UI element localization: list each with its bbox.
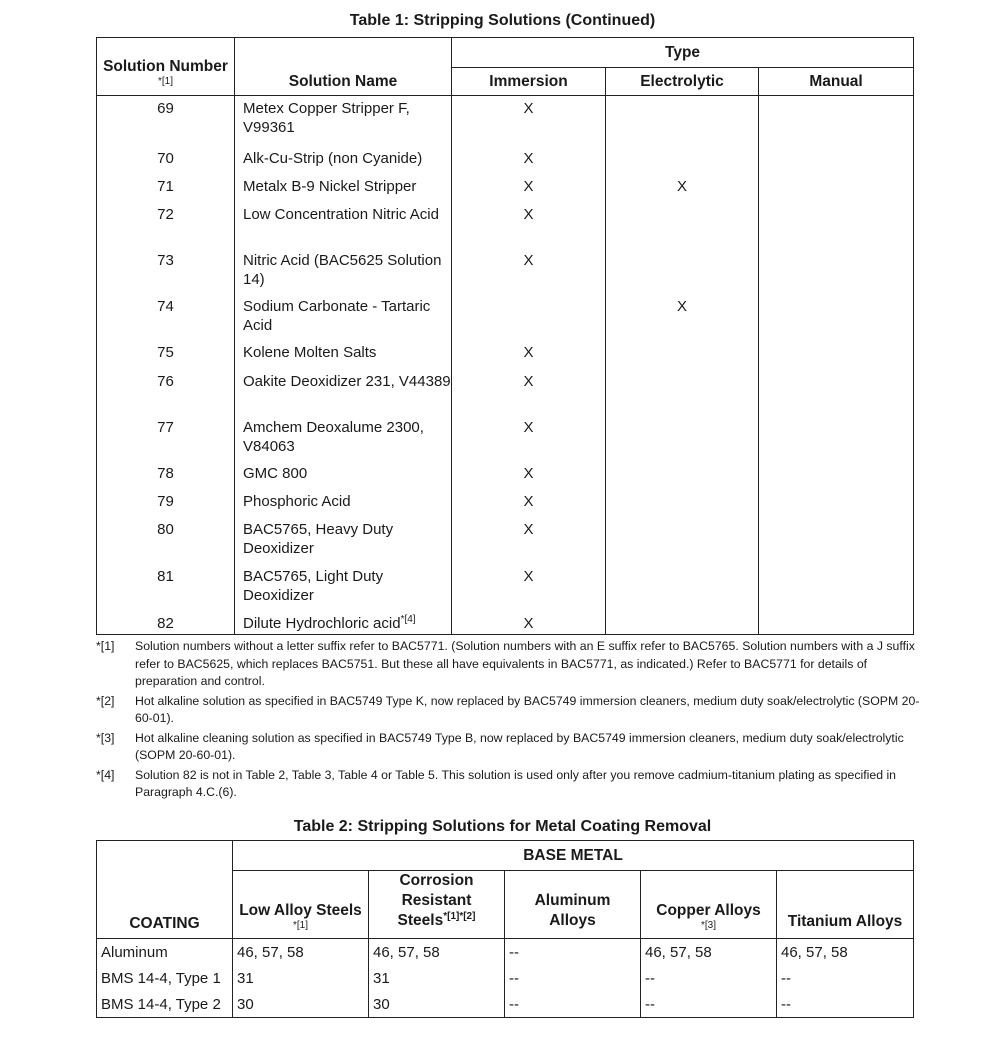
table-row xyxy=(97,171,914,199)
electrolytic-mark xyxy=(606,412,759,458)
solution-number: 81 xyxy=(97,561,235,608)
solution-number: 79 xyxy=(97,486,235,514)
manual-mark xyxy=(759,366,914,412)
table-row xyxy=(97,458,914,486)
footnotes xyxy=(96,636,921,802)
manual-mark xyxy=(759,199,914,245)
electrolytic-mark xyxy=(606,245,759,291)
electrolytic-mark xyxy=(606,561,759,608)
manual-mark xyxy=(759,291,914,337)
table-row xyxy=(97,199,914,245)
header-aluminum-alloys: Aluminum Alloys xyxy=(505,871,641,939)
metal-coating-removal-table xyxy=(96,840,914,1018)
header-type: Type xyxy=(452,38,914,68)
immersion-mark: X xyxy=(452,337,606,366)
solution-name: Sodium Carbonate - Tartaric Acid xyxy=(235,291,452,337)
solution-number: 74 xyxy=(97,291,235,337)
manual-mark xyxy=(759,337,914,366)
table-row xyxy=(97,337,914,366)
footnote-text: Hot alkaline solution as specified in BAC5749 Type K, now replaced by BAC5749 immersion cleaners, medium duty soak/electrolytic (SOPM 20-60-01). xyxy=(135,693,920,725)
manual-mark xyxy=(759,96,914,143)
manual-mark xyxy=(759,458,914,486)
table-row xyxy=(97,514,914,561)
solution-number: 71 xyxy=(97,171,235,199)
immersion-mark: X xyxy=(452,171,606,199)
header-immersion: Immersion xyxy=(452,68,606,96)
table-row xyxy=(97,412,914,458)
header-solution-number: Solution Number *[1] xyxy=(97,38,235,96)
manual-mark xyxy=(759,486,914,514)
copper-value: 46, 57, 58 xyxy=(641,939,777,966)
solution-number: 78 xyxy=(97,458,235,486)
aluminum-value: -- xyxy=(505,939,641,966)
immersion-mark: X xyxy=(452,561,606,608)
footnote-key: *[1] xyxy=(96,639,115,653)
solution-number: 80 xyxy=(97,514,235,561)
manual-mark xyxy=(759,608,914,635)
solution-name: Metex Copper Stripper F, V99361 xyxy=(235,96,452,143)
immersion-mark: X xyxy=(452,608,606,635)
coating-name: Aluminum xyxy=(97,939,233,966)
table-row xyxy=(97,366,914,412)
footnote xyxy=(96,767,921,802)
immersion-mark: X xyxy=(452,143,606,171)
electrolytic-mark xyxy=(606,366,759,412)
solution-number: 72 xyxy=(97,199,235,245)
coating-name: BMS 14-4, Type 2 xyxy=(97,991,233,1018)
immersion-mark: X xyxy=(452,245,606,291)
solution-name: Metalx B-9 Nickel Stripper xyxy=(235,171,452,199)
electrolytic-mark xyxy=(606,337,759,366)
manual-mark xyxy=(759,561,914,608)
solution-name: Low Concentration Nitric Acid xyxy=(235,199,452,245)
titanium-value: -- xyxy=(777,991,914,1018)
header-low-alloy-steels: Low Alloy Steels *[1] xyxy=(233,871,369,939)
header-corrosion-resistant-steels: Corrosion Resistant Steels$^{*[1]*[2]}$ xyxy=(369,871,505,939)
solution-name: Nitric Acid (BAC5625 Solution 14) xyxy=(235,245,452,291)
coating-name: BMS 14-4, Type 1 xyxy=(97,965,233,991)
electrolytic-mark xyxy=(606,143,759,171)
manual-mark xyxy=(759,412,914,458)
manual-mark xyxy=(759,143,914,171)
manual-mark xyxy=(759,514,914,561)
electrolytic-mark: X xyxy=(606,171,759,199)
immersion-mark: X xyxy=(452,366,606,412)
footnote-text: Hot alkaline cleaning solution as specified in BAC5749 Type B, now replaced by BAC5749 immersion cleaners, medium duty soak/electrolytic (SOPM 20-60-01). xyxy=(135,730,904,762)
copper-value: -- xyxy=(641,965,777,991)
copper-value: -- xyxy=(641,991,777,1018)
table-row xyxy=(97,96,914,143)
header-electrolytic: Electrolytic xyxy=(606,68,759,96)
table2-title: Table 2: Stripping Solutions for Metal Coating Removal xyxy=(293,818,712,835)
table-row xyxy=(97,965,914,991)
header-copper-alloys: Copper Alloys *[3] xyxy=(641,871,777,939)
header-titanium-alloys: Titanium Alloys xyxy=(777,871,914,939)
table-row xyxy=(97,561,914,608)
corrosion-resistant-value: 31 xyxy=(369,965,505,991)
corrosion-resistant-value: 46, 57, 58 xyxy=(369,939,505,966)
electrolytic-mark xyxy=(606,514,759,561)
table-row xyxy=(97,143,914,171)
immersion-mark xyxy=(452,291,606,337)
titanium-value: 46, 57, 58 xyxy=(777,939,914,966)
footnote-text: Solution 82 is not in Table 2, Table 3, Table 4 or Table 5. This solution is used only after you remove cadmium-titanium plating as specified in Paragraph 4.C.(6). xyxy=(135,767,897,799)
footnote-text: Solution numbers without a letter suffix refer to BAC5771. (Solution numbers with an E suffix refer to BAC5765. Solution numbers with a J suffix refer to BAC5625, which replaces BAC5751. But these all have equivalents in BAC5771, as indicated.) Refer to BAC5771 for details of preparation and control. xyxy=(135,639,915,688)
table1-title: Table 1: Stripping Solutions (Continued) xyxy=(349,12,656,29)
aluminum-value: -- xyxy=(505,991,641,1018)
immersion-mark: X xyxy=(452,458,606,486)
footnote xyxy=(96,730,921,765)
solution-name: GMC 800 xyxy=(235,458,452,486)
footnote-key: *[2] xyxy=(96,693,115,708)
electrolytic-mark xyxy=(606,608,759,635)
immersion-mark: X xyxy=(452,412,606,458)
solution-name: Oakite Deoxidizer 231, V44389 xyxy=(235,366,452,412)
electrolytic-mark xyxy=(606,96,759,143)
immersion-mark: X xyxy=(452,96,606,143)
immersion-mark: X xyxy=(452,199,606,245)
immersion-mark: X xyxy=(452,514,606,561)
titanium-value: -- xyxy=(777,965,914,991)
solution-number: 76 xyxy=(97,366,235,412)
table-row xyxy=(97,291,914,337)
low-alloy-value: 31 xyxy=(233,965,369,991)
low-alloy-value: 46, 57, 58 xyxy=(233,939,369,966)
footnote xyxy=(96,638,921,691)
footnote xyxy=(96,693,921,728)
immersion-mark: X xyxy=(452,486,606,514)
electrolytic-mark xyxy=(606,486,759,514)
solution-number: 75 xyxy=(97,337,235,366)
table-row xyxy=(97,245,914,291)
manual-mark xyxy=(759,245,914,291)
solution-name: Phosphoric Acid xyxy=(235,486,452,514)
table-row xyxy=(97,939,914,966)
solution-name: Amchem Deoxalume 2300, V84063 xyxy=(235,412,452,458)
solution-number: 82 xyxy=(97,608,235,635)
table-row xyxy=(97,486,914,514)
electrolytic-mark: X xyxy=(606,291,759,337)
table-row xyxy=(97,991,914,1018)
solution-name: Dilute Hydrochloric acid$^{*[4]}$ xyxy=(235,608,452,635)
electrolytic-mark xyxy=(606,199,759,245)
electrolytic-mark xyxy=(606,458,759,486)
header-manual: Manual xyxy=(759,68,914,96)
solution-name: BAC5765, Heavy Duty Deoxidizer xyxy=(235,514,452,561)
header-base-metal: BASE METAL xyxy=(233,841,914,871)
solution-name: Kolene Molten Salts xyxy=(235,337,452,366)
solution-number: 69 xyxy=(97,96,235,143)
header-coating: COATING xyxy=(97,841,233,939)
solution-name: BAC5765, Light Duty Deoxidizer xyxy=(235,561,452,608)
solution-number: 73 xyxy=(97,245,235,291)
low-alloy-value: 30 xyxy=(233,991,369,1018)
manual-mark xyxy=(759,171,914,199)
solution-number: 70 xyxy=(97,143,235,171)
footnote-key: *[3] xyxy=(96,730,115,745)
solution-number: 77 xyxy=(97,412,235,458)
footnote-key: *[4] xyxy=(96,767,115,782)
aluminum-value: -- xyxy=(505,965,641,991)
header-solution-name: Solution Name xyxy=(235,38,452,96)
corrosion-resistant-value: 30 xyxy=(369,991,505,1018)
table-row xyxy=(97,608,914,635)
stripping-solutions-table xyxy=(96,37,914,635)
solution-name: Alk-Cu-Strip (non Cyanide) xyxy=(235,143,452,171)
